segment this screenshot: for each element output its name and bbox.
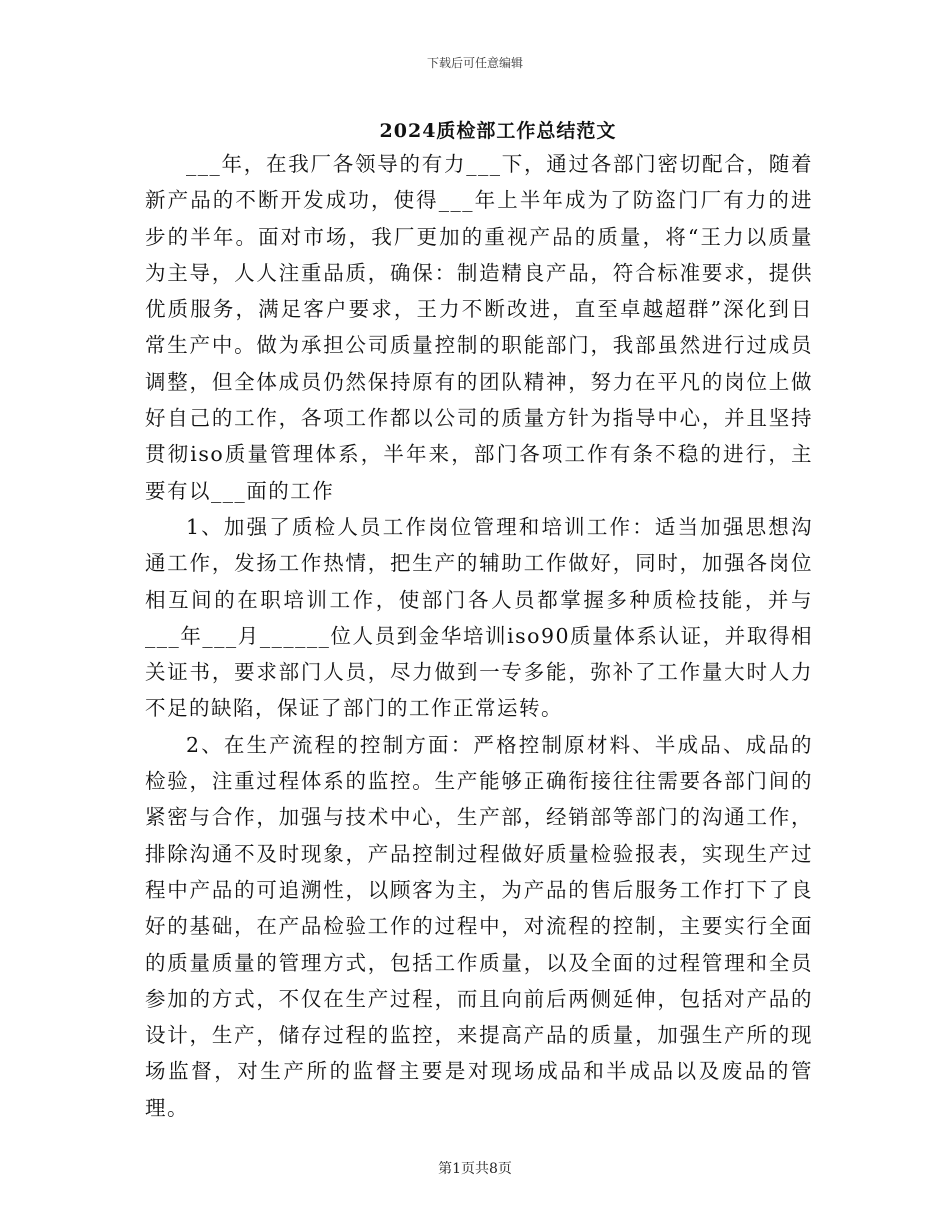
paragraph-training: 1、加强了质检人员工作岗位管理和培训工作：适当加强思想沟通工作，发扬工作热情，把生产的辅助工作做好，同时，加强各岗位相互间的在职培训工作，使部门各人员都掌握多种质检技能，并与___年___月______位人员到金华培训iso90质量体系认证，并取得相关证书，要求部门人员，尽力做到一专多能，弥补了工作量大时人力不足的缺陷，保证了部门的工作正常运转。	[145, 514, 813, 721]
document-title: 2024质检部工作总结范文	[379, 120, 617, 142]
page-number: 第1页共8页	[438, 1161, 512, 1177]
page-header-note: 下载后可任意编辑	[426, 56, 523, 70]
paragraph-process-control: 2、在生产流程的控制方面：严格控制原材料、半成品、成品的检验，注重过程体系的监控。生产能够正确衔接往往需要各部门间的紧密与合作，加强与技术中心，生产部，经销部等部门的沟通工作，排除沟通不及时现象，产品控制过程做好质量检验报表，实现生产过程中产品的可追溯性，以顾客为主，为产品的售后服务工作打下了良好的基础，在产品检验工作的过程中，对流程的控制，主要实行全面的质量质量的管理方式，包括工作质量，以及全面的过程管理和全员参加的方式，不仅在生产过程，而且向前后两侧延伸，包括对产品的设计，生产，储存过程的监控，来提高产品的质量，加强生产所的现场监督，对生产所的监督主要是对现场成品和半成品以及废品的管理。	[145, 732, 813, 1120]
paragraph-intro: ___年，在我厂各领导的有力___下，通过各部门密切配合，随着新产品的不断开发成功，使得___年上半年成为了防盗门厂有力的进步的半年。面对市场，我厂更加的重视产品的质量，将“王力以质量为主导，人人注重品质，确保：制造精良产品，符合标准要求，提供优质服务，满足客户要求，王力不断改进，直至卓越超群”深化到日常生产中。做为承担公司质量控制的职能部门，我部虽然进行过成员调整，但全体成员仍然保持原有的团队精神，努力在平凡的岗位上做好自己的工作，各项工作都以公司的质量方针为指导中心，并且坚持贯彻iso质量管理体系，半年来，部门各项工作有条不稳的进行，主要有以___面的工作	[145, 152, 813, 503]
document-body	[145, 146, 813, 1126]
